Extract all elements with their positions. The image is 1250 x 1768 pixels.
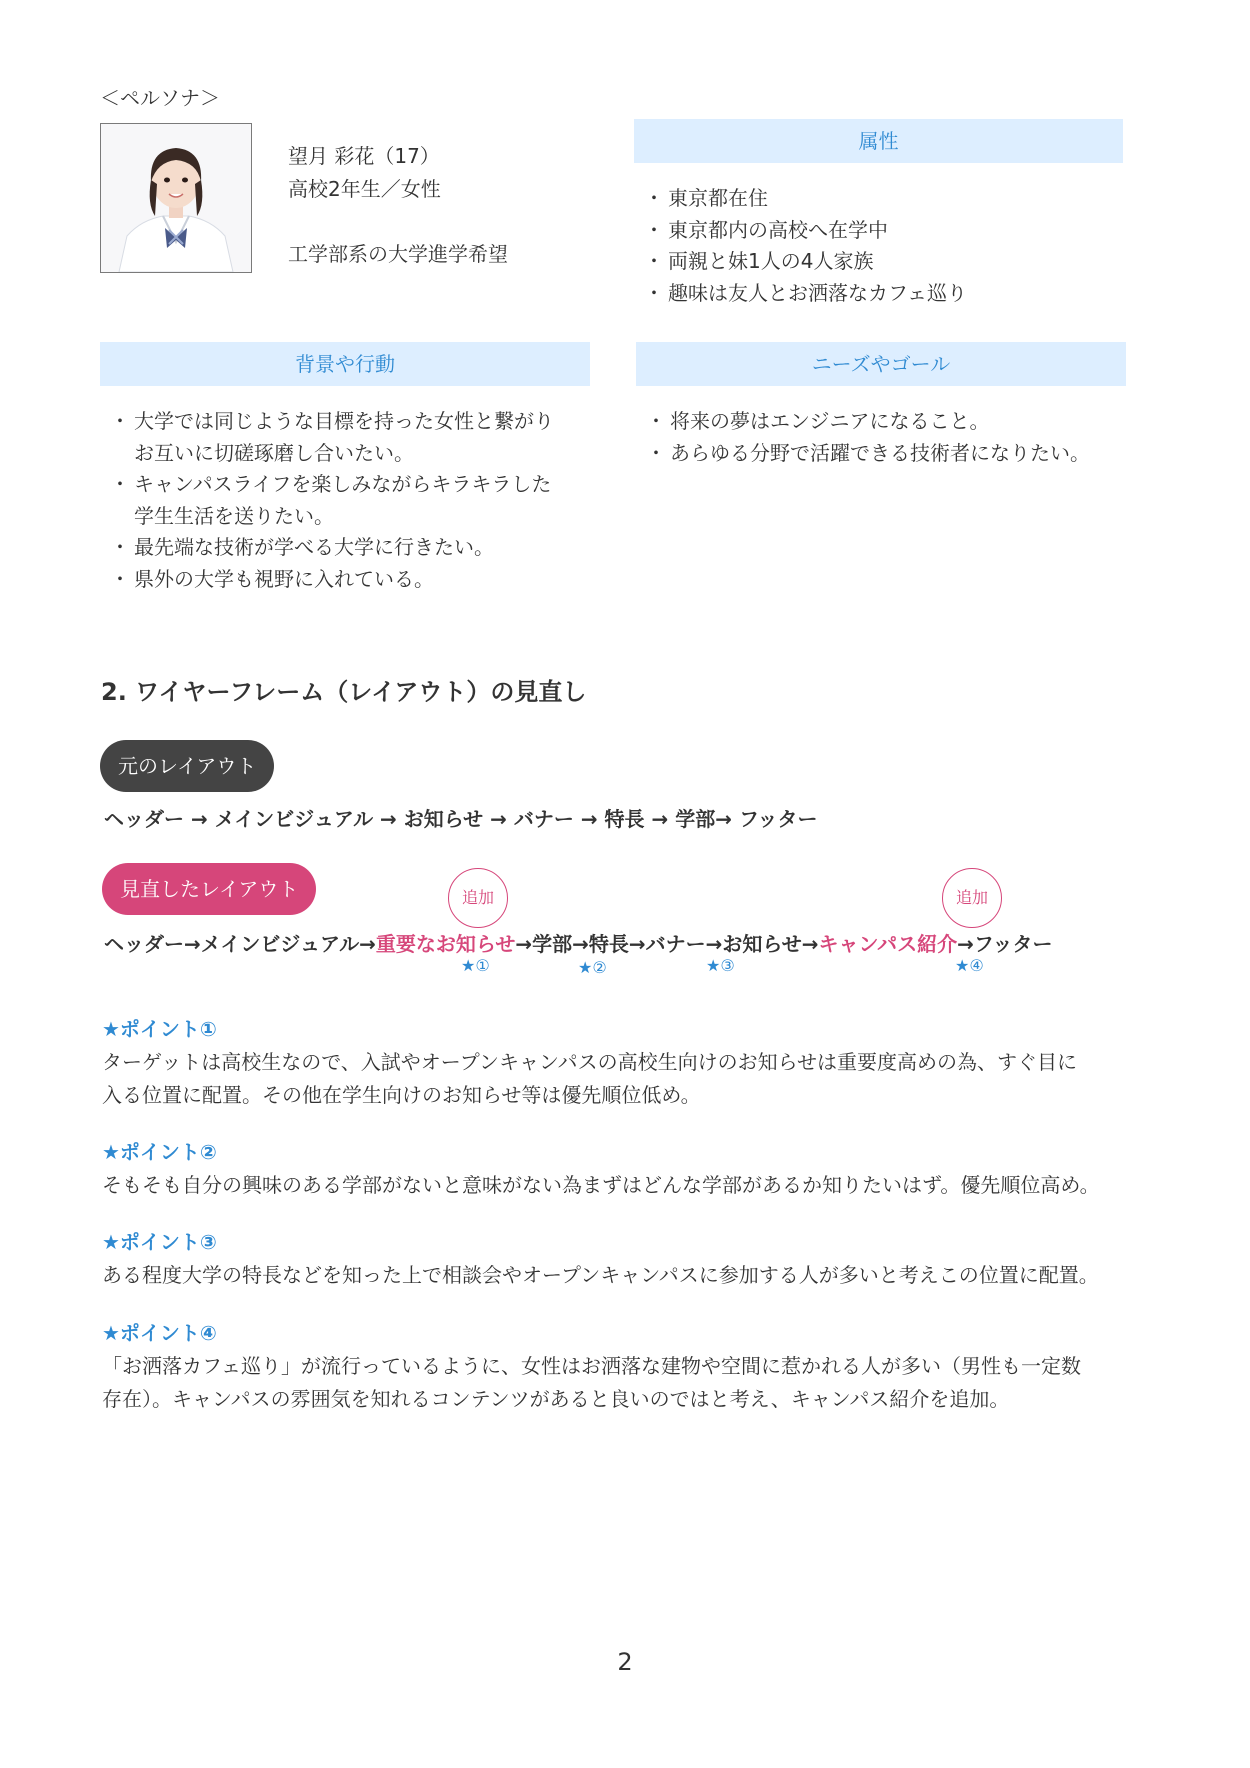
point-line: そもそも自分の興味のある学部がないと意味がない為まずはどんな学部があるか知りたいはず。優先順位高め。 — [102, 1173, 1100, 1197]
revised-layout-flow — [104, 928, 1053, 957]
point-title: ★ポイント② — [102, 1140, 217, 1164]
point-3 — [102, 1226, 1099, 1292]
point-line: 存在）。キャンパスの雰囲気を知れるコンテンツがあると良いのではと考え、キャンパス紹介を追加。 — [102, 1387, 1010, 1411]
point-line: 「お洒落カフェ巡り」が流行っているように、女性はお洒落な建物や空間に惹かれる人が多い（男性も一定数 — [102, 1354, 1081, 1378]
point-1 — [102, 1013, 1077, 1112]
list-item-line: ・ 大学では同じような目標を持った女性と繋がり — [134, 409, 554, 433]
persona-hope: 工学部系の大学進学希望 — [288, 242, 508, 266]
background-list — [100, 406, 590, 595]
star-marker: ★② — [578, 958, 607, 977]
list-item: ・ 両親と妹1人の4人家族 — [644, 246, 1123, 278]
list-item-line: ・ 最先端な技術が学べる大学に行きたい。 — [134, 535, 494, 559]
list-item — [110, 469, 590, 532]
star-marker: ★④ — [955, 956, 984, 975]
point-body — [102, 1169, 1100, 1202]
point-4 — [102, 1317, 1081, 1416]
page-number: 2 — [617, 1648, 633, 1676]
background-header: 背景や行動 — [100, 342, 590, 386]
background-box — [100, 342, 590, 595]
star-marker: ★① — [461, 956, 490, 975]
section-title: 2. ワイヤーフレーム（レイアウト）の見直し — [101, 678, 587, 706]
point-title: ★ポイント③ — [102, 1230, 217, 1254]
persona-photo — [100, 123, 252, 273]
needs-box — [636, 342, 1126, 469]
point-2 — [102, 1136, 1100, 1202]
persona-grade: 高校2年生／女性 — [288, 177, 441, 201]
point-body — [102, 1046, 1077, 1112]
flow-highlight-campus-intro: キャンパス紹介 — [818, 932, 958, 956]
point-title: ★ポイント① — [102, 1017, 217, 1041]
point-line: 入る位置に配置。その他在学生向けのお知らせ等は優先順位低め。 — [102, 1083, 701, 1107]
list-item: ・ 東京都内の高校へ在学中 — [644, 215, 1123, 247]
list-item-line: 学生生活を送りたい。 — [134, 503, 334, 528]
flow-highlight-important-notice: 重要なお知らせ — [375, 932, 516, 956]
attributes-list — [634, 183, 1123, 309]
list-item: ・ 将来の夢はエンジニアになること。 — [646, 406, 1126, 438]
list-item — [110, 532, 590, 564]
needs-list — [636, 406, 1126, 469]
needs-header: ニーズやゴール — [636, 342, 1126, 386]
list-item: ・ あらゆる分野で活躍できる技術者になりたい。 — [646, 438, 1126, 470]
attributes-box — [634, 119, 1123, 309]
flow-part: →フッター — [957, 932, 1053, 956]
list-item-line: ・ キャンパスライフを楽しみながらキラキラした — [134, 472, 552, 496]
persona-profile — [288, 140, 508, 271]
list-item-line: お互いに切磋琢磨し合いたい。 — [134, 440, 414, 465]
point-body — [102, 1350, 1081, 1416]
point-line: ターゲットは高校生なので、入試やオープンキャンパスの高校生向けのお知らせは重要度高めの為、すぐ目に — [102, 1050, 1077, 1074]
revised-layout-badge: 見直したレイアウト — [102, 863, 316, 915]
point-body — [102, 1259, 1099, 1292]
star-marker: ★③ — [706, 956, 735, 975]
flow-part: ヘッダー→メインビジュアル→ — [104, 932, 376, 956]
list-item — [110, 406, 590, 469]
add-marker: 追加 — [942, 868, 1002, 928]
persona-label: ＜ペルソナ＞ — [100, 86, 220, 110]
attributes-header: 属性 — [634, 119, 1123, 163]
list-item: ・ 東京都在住 — [644, 183, 1123, 215]
list-item: ・ 趣味は友人とお洒落なカフェ巡り — [644, 278, 1123, 310]
original-layout-flow: ヘッダー → メインビジュアル → お知らせ → バナー → 特長 → 学部→ フッター — [104, 807, 818, 831]
persona-name: 望月 彩花（17） — [288, 144, 440, 168]
add-marker: 追加 — [448, 868, 508, 928]
point-line: ある程度大学の特長などを知った上で相談会やオープンキャンパスに参加する人が多いと考えこの位置に配置。 — [102, 1263, 1099, 1287]
point-title: ★ポイント④ — [102, 1321, 217, 1345]
list-item-line: ・ 県外の大学も視野に入れている。 — [134, 566, 434, 591]
flow-part: →学部→特長→バナー→お知らせ→ — [515, 932, 819, 956]
list-item — [110, 564, 590, 596]
original-layout-badge: 元のレイアウト — [100, 740, 274, 792]
